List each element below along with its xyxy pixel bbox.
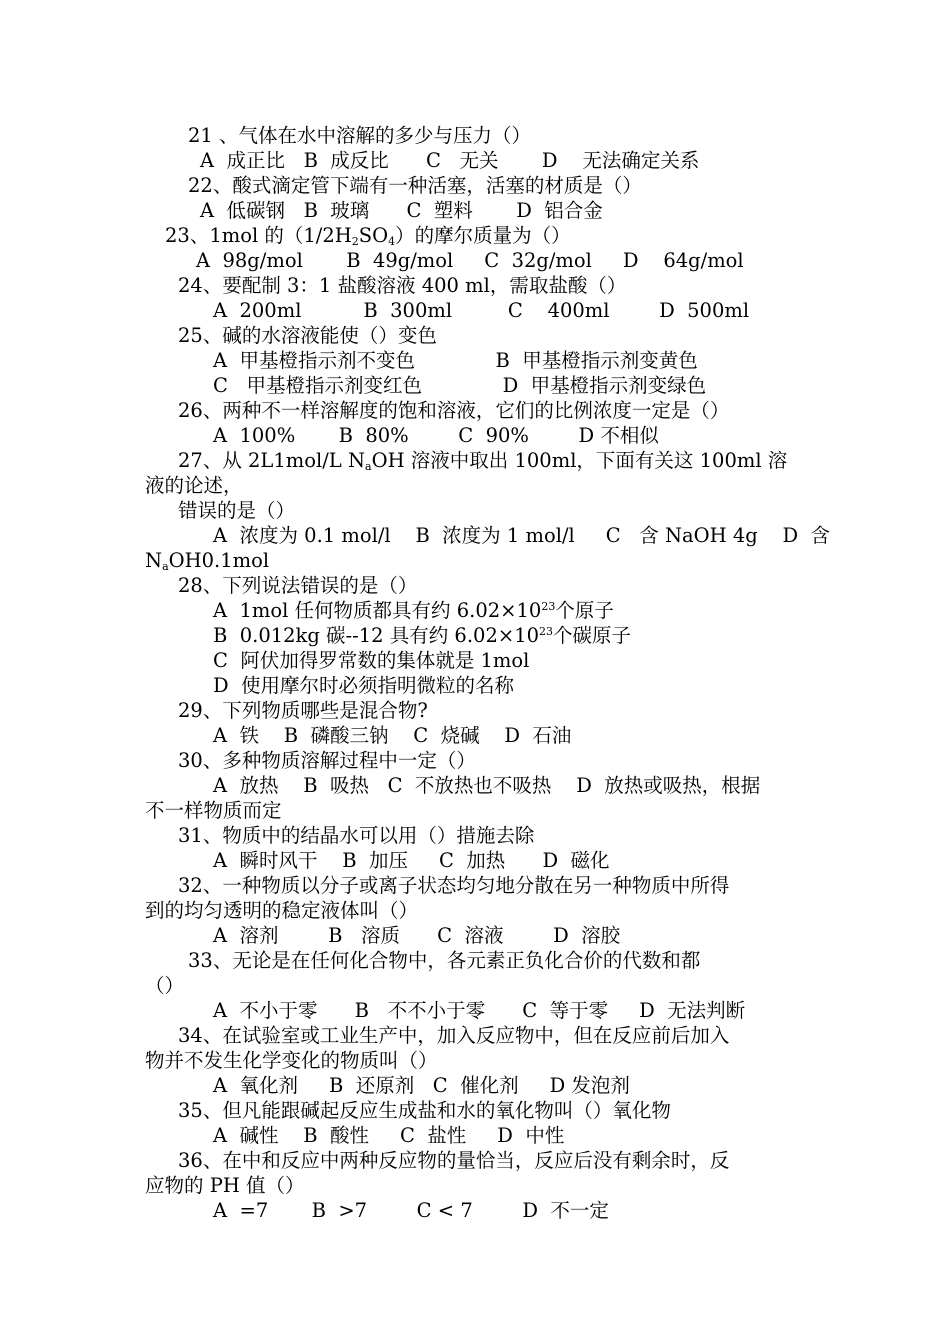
question-27: 27、从 2L1mol/L $N_aOH$ 溶液中取出 100ml，下面有关这 100ml 溶	[178, 449, 788, 473]
options-29: A 铁 B 磷酸三钠 C 烧碱 D 石油	[213, 724, 572, 747]
question-32: 32、一种物质以分子或离子状态均匀地分散在另一种物质中所得	[178, 874, 730, 897]
options-30: A 放热 B 吸热 C 不放热也不吸热 D 放热或吸热，根据	[213, 774, 761, 797]
options-24: A 200ml B 300ml C 400ml D 500ml	[213, 299, 750, 322]
question-21: 21 、气体在水中溶解的多少与压力（）	[188, 124, 532, 147]
options-36: A =7 B >7 C < 7 D 不一定	[213, 1199, 609, 1222]
question-25: 25、碱的水溶液能使（）变色	[178, 324, 437, 347]
option-28-c: C 阿伏加得罗常数的集体就是 1mol	[213, 649, 530, 672]
question-33: 33、无论是在任何化合物中，各元素正负化合价的代数和都	[188, 949, 701, 972]
options-35: A 碱性 B 酸性 C 盐性 D 中性	[213, 1124, 565, 1147]
options-26: A 100% B 80% C 90% D 不相似	[213, 424, 659, 447]
options-27: A 浓度为 0.1 mol/l B 浓度为 1 mol/l C 含 NaOH 4g D 含	[213, 524, 831, 547]
options-21: A 成正比 B 成反比 C 无关 D 无法确定关系	[200, 149, 700, 172]
question-33-cont: （）	[145, 974, 185, 997]
question-34: 34、在试验室或工业生产中，加入反应物中，但在反应前后加入	[178, 1024, 730, 1047]
options-32: A 溶剂 B 溶质 C 溶液 D 溶胶	[213, 924, 621, 947]
question-27-cont: 液的论述，	[145, 474, 243, 497]
question-24: 24、要配制 3：1 盐酸溶液 400 ml，需取盐酸（）	[178, 274, 627, 297]
question-36-cont: 应物的 PH 值（）	[145, 1174, 305, 1197]
question-31: 31、物质中的结晶水可以用（）措施去除	[178, 824, 535, 847]
question-32-cont: 到的均匀透明的稳定液体叫（）	[145, 899, 419, 922]
question-30: 30、多种物质溶解过程中一定（）	[178, 749, 476, 772]
question-35: 35、但凡能跟碱起反应生成盐和水的氧化物叫（）氧化物	[178, 1099, 671, 1122]
options-31: A 瞬时风干 B 加压 C 加热 D 磁化	[213, 849, 610, 872]
options-22: A 低碳钢 B 玻璃 C 塑料 D 铝合金	[200, 199, 603, 222]
question-28: 28、下列说法错误的是（）	[178, 574, 418, 597]
question-22: 22、酸式滴定管下端有一种活塞，活塞的材质是（）	[188, 174, 642, 197]
option-28-a: A 1mol 任何物质都具有约 $6.02\times 10^{23}$个原子	[213, 599, 614, 622]
options-25-cd: C 甲基橙指示剂变红色 D 甲基橙指示剂变绿色	[213, 374, 707, 397]
options-23: A 98g/mol B 49g/mol C 32g/mol D 64g/mol	[196, 249, 744, 272]
options-27-cont: $N_aOH0.1mol$	[145, 549, 270, 573]
question-29: 29、下列物质哪些是混合物?	[178, 699, 428, 722]
question-36: 36、在中和反应中两种反应物的量恰当，反应后没有剩余时，反	[178, 1149, 730, 1172]
options-33: A 不小于零 B 不不小于零 C 等于零 D 无法判断	[213, 999, 746, 1022]
options-25-ab: A 甲基橙指示剂不变色 B 甲基橙指示剂变黄色	[213, 349, 698, 372]
option-28-d: D 使用摩尔时必须指明微粒的名称	[213, 674, 515, 697]
question-27-cont2: 错误的是（）	[178, 499, 296, 522]
options-34: A 氧化剂 B 还原剂 C 催化剂 D 发泡剂	[213, 1074, 630, 1097]
options-30-cont: 不一样物质而定	[145, 799, 282, 822]
option-28-b: B 0.012kg 碳--12 具有约 $6.02\times 10^{23}$个碳原子	[213, 624, 632, 647]
question-34-cont: 物并不发生化学变化的物质叫（）	[145, 1049, 438, 1072]
question-26: 26、两种不一样溶解度的饱和溶液，它们的比例浓度一定是（）	[178, 399, 730, 422]
question-23: 23、1mol 的$(1/2H_2SO_4)$的摩尔质量为（）	[165, 224, 571, 248]
